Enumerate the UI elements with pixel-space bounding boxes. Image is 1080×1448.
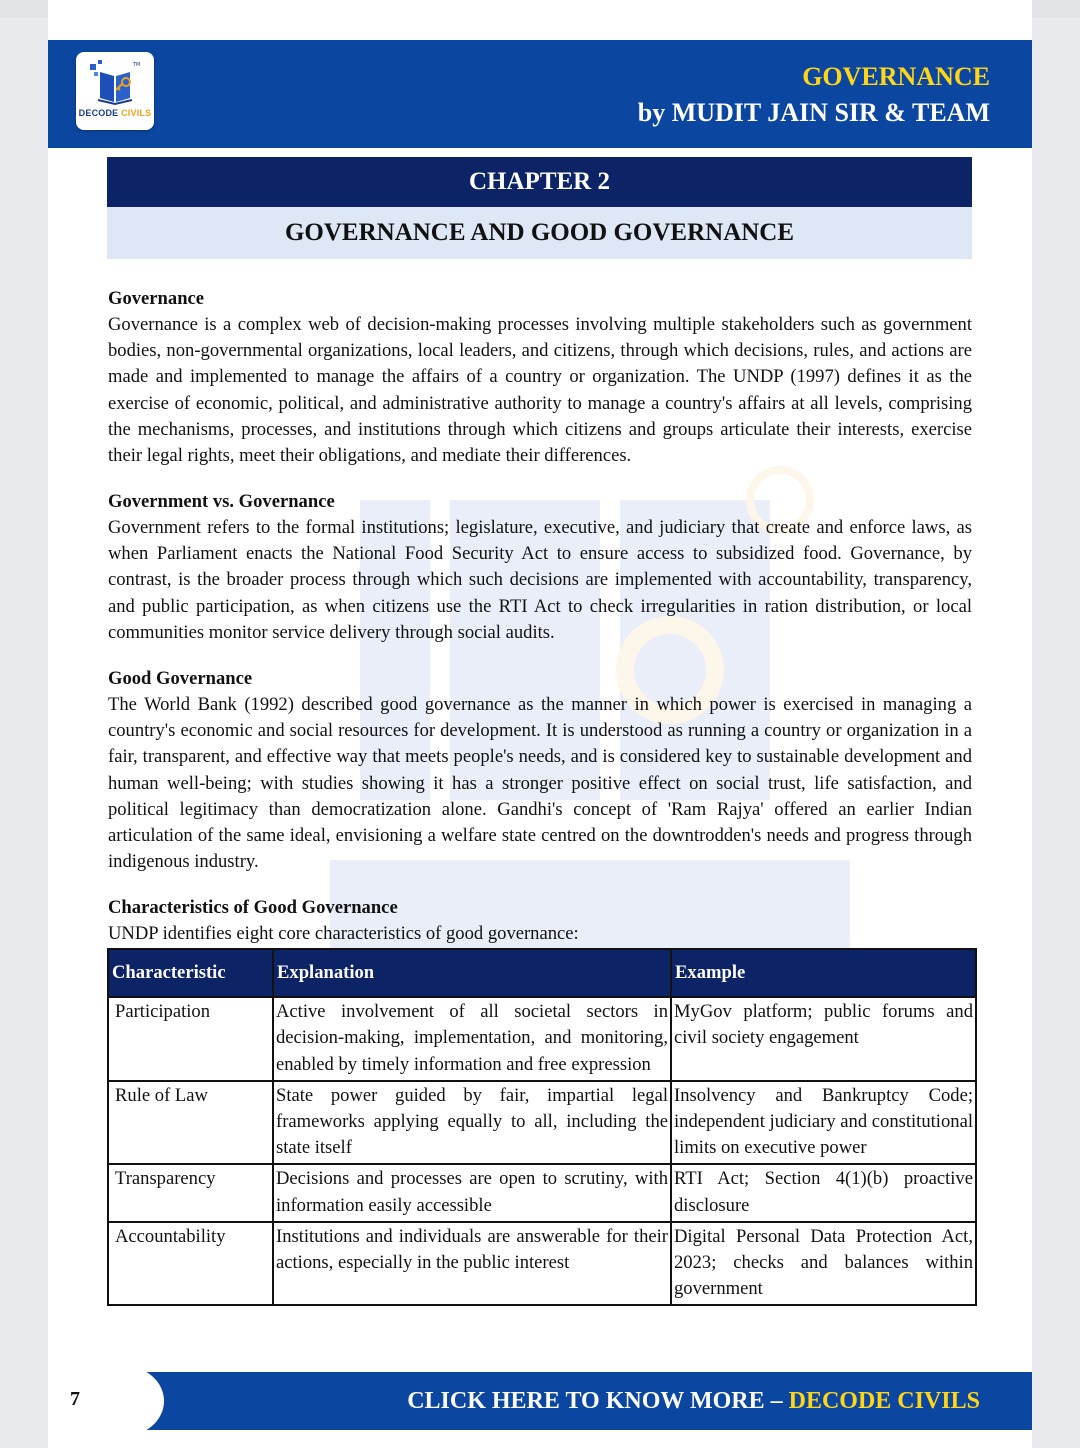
document-subtitle: by MUDIT JAIN SIR & TEAM: [637, 98, 990, 127]
table-row: [108, 1164, 976, 1221]
section-good-governance: [108, 666, 972, 875]
column-header: Explanation: [273, 949, 671, 997]
characteristics-table: [107, 948, 975, 1306]
section-paragraph: The World Bank (1992) described good governance as the manner in which power is exercised in managing a country's economic and social resources for development. It is understood as running a country or organization in a fair, transparent, and effective way that meets people's needs, and is considered key to sustainable development and human well-being; with studies showing it has a stronger positive effect on social trust, life satisfaction, and political legitimacy than democratization alone. Gandhi's concept of 'Ram Rajya' offered an earlier Indian articulation of the same ideal, envisioning a welfare state centred on the downtrodden's needs and progress through indigenous industry.: [108, 694, 972, 873]
section-government-vs-governance: [108, 489, 972, 646]
section-heading: Characteristics of Good Governance: [108, 897, 398, 918]
table-cell: Insolvency and Bankruptcy Code; independent judiciary and constitutional limits on executive power: [671, 1081, 976, 1165]
section-heading: Government vs. Governance: [108, 491, 335, 512]
page-header: [48, 40, 1032, 148]
table-header-row: [108, 949, 976, 997]
page-footer: [48, 1372, 1032, 1430]
column-header: Characteristic: [108, 949, 273, 997]
know-more-link[interactable]: CLICK HERE TO KNOW MORE – DECODE CIVILS: [407, 1388, 980, 1414]
table-cell: Active involvement of all societal sectors in decision-making, implementation, and monitoring, enabled by timely information and free expression: [273, 997, 671, 1081]
table-cell: Digital Personal Data Protection Act, 2023; checks and balances within government: [671, 1222, 976, 1306]
brand-logo: [76, 52, 154, 130]
page-number: 7: [70, 1388, 80, 1410]
table-cell: Rule of Law: [108, 1081, 273, 1165]
logo-text: DECODE CIVILS: [78, 108, 152, 118]
table-cell: Decisions and processes are open to scrutiny, with information easily accessible: [273, 1164, 671, 1221]
footer-curve: [84, 1366, 164, 1436]
section-heading: Good Governance: [108, 668, 253, 689]
table-cell: Participation: [108, 997, 273, 1081]
section-paragraph: Governance is a complex web of decision-making processes involving multiple stakeholders such as government bodies, non-governmental organizations, local leaders, and citizens, through which decisions, rules, and actions are made and implemented to manage the affairs of a country or organization. The UNDP (1997) defines it as the exercise of economic, political, and administrative authority to manage a country's affairs at all levels, comprising the mechanisms, processes, and institutions through which citizens and groups articulate their interests, exercise their legal rights, meet their obligations, and mediate their differences.: [108, 314, 972, 467]
table-row: [108, 1222, 976, 1306]
table-cell: State power guided by fair, impartial legal frameworks applying equally to all, including the state itself: [273, 1081, 671, 1165]
chapter-title: GOVERNANCE AND GOOD GOVERNANCE: [107, 207, 972, 259]
table-row: [108, 1081, 976, 1165]
column-header: Example: [671, 949, 976, 997]
book-key-logo-icon: [86, 58, 144, 108]
section-governance: [108, 286, 972, 469]
table-cell: Accountability: [108, 1222, 273, 1306]
table-cell: Transparency: [108, 1164, 273, 1221]
chapter-number: CHAPTER 2: [107, 157, 972, 207]
document-title: GOVERNANCE: [802, 62, 990, 91]
section-paragraph: Government refers to the formal institutions; legislature, executive, and judiciary that create and enforce laws, as when Parliament enacts the National Food Security Act to ensure access to subsidized food. Governance, by contrast, is the broader process through which such decisions are implemented with accountability, transparency, and public participation, as when citizens use the RTI Act to check irregularities in ration distribution, or local communities monitor service delivery through social audits.: [108, 517, 972, 643]
table-cell: RTI Act; Section 4(1)(b) proactive disclosure: [671, 1164, 976, 1221]
table-cell: Institutions and individuals are answerable for their actions, especially in the public interest: [273, 1222, 671, 1306]
table-cell: MyGov platform; public forums and civil society engagement: [671, 997, 976, 1081]
section-paragraph: UNDP identifies eight core characteristics of good governance:: [108, 923, 579, 944]
table-row: [108, 997, 976, 1081]
section-characteristics: [108, 895, 972, 947]
svg-text:TM: TM: [133, 62, 141, 68]
section-heading: Governance: [108, 288, 205, 309]
